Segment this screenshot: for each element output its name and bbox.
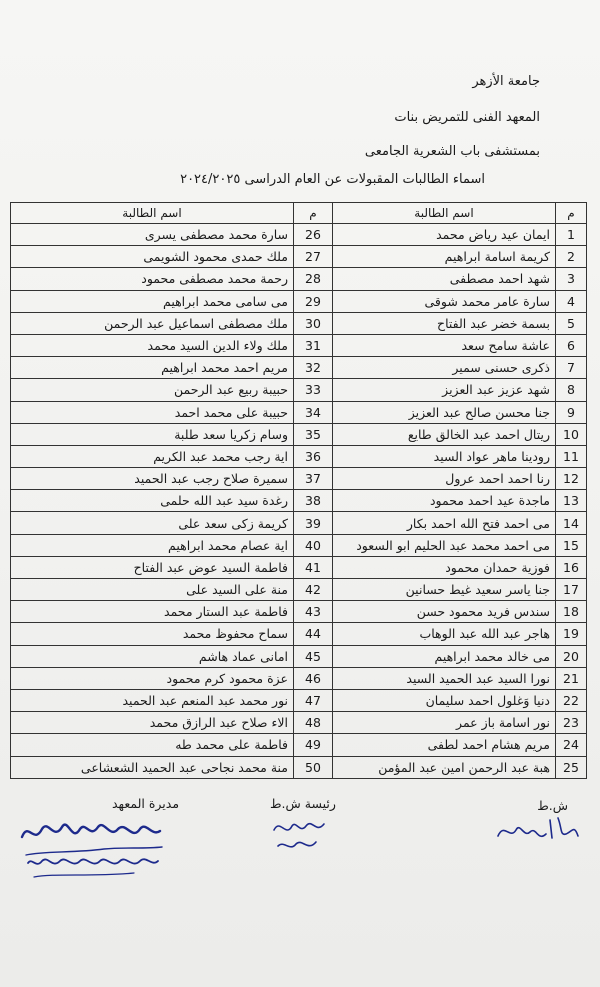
- affairs-signature: [490, 812, 585, 848]
- row-number: 31: [294, 334, 333, 356]
- student-name: كريمة زكى سعد على: [11, 512, 294, 534]
- row-number: 20: [556, 645, 587, 667]
- col-name-header: اسم الطالبة: [11, 203, 294, 224]
- row-number: 23: [556, 712, 587, 734]
- student-name: سماح محفوظ محمد: [11, 623, 294, 645]
- row-number: 16: [556, 556, 587, 578]
- row-number: 28: [294, 268, 333, 290]
- student-name: مى سامى محمد ابراهيم: [11, 290, 294, 312]
- table-row: [11, 379, 587, 401]
- student-name: سارة عامر محمد شوقى: [333, 290, 556, 312]
- row-number: 45: [294, 645, 333, 667]
- student-name: ايمان عيد رياض محمد: [333, 224, 556, 246]
- student-name: حبيبة على محمد احمد: [11, 401, 294, 423]
- row-number: 48: [294, 712, 333, 734]
- row-number: 25: [556, 756, 587, 778]
- student-name: مى خالد محمد ابراهيم: [333, 645, 556, 667]
- row-number: 42: [294, 579, 333, 601]
- student-name: مريم هشام احمد لطفى: [333, 734, 556, 756]
- row-number: 22: [556, 689, 587, 711]
- student-name: اية رجب محمد عبد الكريم: [11, 445, 294, 467]
- student-name: مى احمد فتح الله احمد بكار: [333, 512, 556, 534]
- student-name: ماجدة عيد احمد محمود: [333, 490, 556, 512]
- table-row: [11, 601, 587, 623]
- table-row: [11, 712, 587, 734]
- student-name: وسام زكريا سعد طلبة: [11, 423, 294, 445]
- table-row: [11, 401, 587, 423]
- row-number: 34: [294, 401, 333, 423]
- student-name: رغدة سيد عبد الله حلمى: [11, 490, 294, 512]
- student-name: حبيبة ربيع عبد الرحمن: [11, 379, 294, 401]
- table-row: [11, 645, 587, 667]
- table-row: [11, 312, 587, 334]
- student-name: ملك ولاء الدين السيد محمد: [11, 334, 294, 356]
- student-name: ريتال احمد عبد الخالق طايع: [333, 423, 556, 445]
- student-name: عزة محمود كرم محمود: [11, 667, 294, 689]
- row-number: 43: [294, 601, 333, 623]
- table-row: [11, 290, 587, 312]
- col-number-header: م: [294, 203, 333, 224]
- student-name: منة محمد نجاحى عبد الحميد الشعشاعى: [11, 756, 294, 778]
- student-name: هبة عبد الرحمن امين عبد المؤمن: [333, 756, 556, 778]
- student-name: مى احمد محمد عبد الحليم ابو السعود: [333, 534, 556, 556]
- students-table: [10, 202, 587, 779]
- student-name: سميرة صلاح رجب عبد الحميد: [11, 468, 294, 490]
- row-number: 15: [556, 534, 587, 556]
- table-row: [11, 445, 587, 467]
- row-number: 40: [294, 534, 333, 556]
- row-number: 41: [294, 556, 333, 578]
- row-number: 18: [556, 601, 587, 623]
- row-number: 39: [294, 512, 333, 534]
- student-name: بسمة خضر عبد الفتاح: [333, 312, 556, 334]
- table-row: [11, 423, 587, 445]
- director-stamp: [14, 815, 169, 885]
- table-row: [11, 667, 587, 689]
- student-name: شهد احمد مصطفى: [333, 268, 556, 290]
- student-name: نور اسامة باز عمر: [333, 712, 556, 734]
- row-number: 3: [556, 268, 587, 290]
- row-number: 5: [556, 312, 587, 334]
- row-number: 32: [294, 357, 333, 379]
- table-row: [11, 224, 587, 246]
- row-number: 7: [556, 357, 587, 379]
- table-row: [11, 534, 587, 556]
- row-number: 27: [294, 246, 333, 268]
- table-row: [11, 246, 587, 268]
- table-row: [11, 357, 587, 379]
- student-name: فوزية حمدان محمود: [333, 556, 556, 578]
- row-number: 9: [556, 401, 587, 423]
- table-row: [11, 334, 587, 356]
- table-row: [11, 756, 587, 778]
- row-number: 30: [294, 312, 333, 334]
- table-row: [11, 556, 587, 578]
- row-number: 13: [556, 490, 587, 512]
- row-number: 26: [294, 224, 333, 246]
- row-number: 44: [294, 623, 333, 645]
- student-name: كريمة اسامة ابراهيم: [333, 246, 556, 268]
- row-number: 29: [294, 290, 333, 312]
- row-number: 12: [556, 468, 587, 490]
- table-row: [11, 623, 587, 645]
- student-name: ملك مصطفى اسماعيل عبد الرحمن: [11, 312, 294, 334]
- affairs-signature-label: ش.ط: [537, 798, 568, 813]
- student-name: فاطمة عبد الستار محمد: [11, 601, 294, 623]
- row-number: 47: [294, 689, 333, 711]
- table-row: [11, 490, 587, 512]
- student-name: اية عصام محمد ابراهيم: [11, 534, 294, 556]
- student-name: جنا ياسر سعيد غيط حسانين: [333, 579, 556, 601]
- row-number: 50: [294, 756, 333, 778]
- col-name-header: اسم الطالبة: [333, 203, 556, 224]
- student-name: دنيا وَغلول احمد سليمان: [333, 689, 556, 711]
- student-name: هاجر عبد الله عبد الوهاب: [333, 623, 556, 645]
- student-name: ذكرى حسنى سمير: [333, 357, 556, 379]
- university-name: جامعة الأزهر: [472, 74, 540, 89]
- director-signature-label: مديرة المعهد: [112, 796, 180, 811]
- student-name: عاشة سامح سعد: [333, 334, 556, 356]
- row-number: 19: [556, 623, 587, 645]
- table-row: [11, 468, 587, 490]
- row-number: 46: [294, 667, 333, 689]
- row-number: 24: [556, 734, 587, 756]
- institute-name: المعهد الفنى للتمريض بنات: [394, 110, 540, 125]
- col-number-header: م: [556, 203, 587, 224]
- row-number: 6: [556, 334, 587, 356]
- student-name: سارة محمد مصطفى يسرى: [11, 224, 294, 246]
- table-row: [11, 689, 587, 711]
- student-name: ملك حمدى محمود الشويمى: [11, 246, 294, 268]
- row-number: 49: [294, 734, 333, 756]
- table-row: [11, 734, 587, 756]
- row-number: 17: [556, 579, 587, 601]
- row-number: 21: [556, 667, 587, 689]
- row-number: 8: [556, 379, 587, 401]
- student-name: فاطمة السيد عوض عبد الفتاح: [11, 556, 294, 578]
- student-name: فاطمة على محمد طه: [11, 734, 294, 756]
- hospital-name: بمستشفى باب الشعرية الجامعى: [364, 144, 540, 159]
- student-name: نورا السيد عبد الحميد السيد: [333, 667, 556, 689]
- row-number: 33: [294, 379, 333, 401]
- table-header-row: [11, 203, 587, 224]
- table-row: [11, 268, 587, 290]
- student-name: رودينا ماهر عواد السيد: [333, 445, 556, 467]
- row-number: 36: [294, 445, 333, 467]
- student-name: منة على السيد على: [11, 579, 294, 601]
- student-name: رحمة محمد مصطفى محمود: [11, 268, 294, 290]
- student-name: نور محمد عبد المنعم عبد الحميد: [11, 689, 294, 711]
- row-number: 2: [556, 246, 587, 268]
- student-name: امانى عماد هاشم: [11, 645, 294, 667]
- table-row: [11, 579, 587, 601]
- row-number: 4: [556, 290, 587, 312]
- row-number: 10: [556, 423, 587, 445]
- list-title: اسماء الطالبات المقبولات عن العام الدراسى ٢٠٢٤/٢٠٢٥: [180, 172, 485, 187]
- head-affairs-signature-label: رئيسة ش.ط: [270, 796, 336, 811]
- student-name: الاء صلاح عبد الرازق محمد: [11, 712, 294, 734]
- student-name: رنا احمد احمد عرول: [333, 468, 556, 490]
- table-row: [11, 512, 587, 534]
- student-name: شهد عزيز عبد العزيز: [333, 379, 556, 401]
- row-number: 1: [556, 224, 587, 246]
- student-name: سندس فريد محمود حسن: [333, 601, 556, 623]
- row-number: 14: [556, 512, 587, 534]
- row-number: 37: [294, 468, 333, 490]
- student-name: جنا محسن صالح عبد العزيز: [333, 401, 556, 423]
- head-affairs-signature: [268, 812, 338, 856]
- student-name: مريم احمد محمد ابراهيم: [11, 357, 294, 379]
- row-number: 38: [294, 490, 333, 512]
- row-number: 35: [294, 423, 333, 445]
- row-number: 11: [556, 445, 587, 467]
